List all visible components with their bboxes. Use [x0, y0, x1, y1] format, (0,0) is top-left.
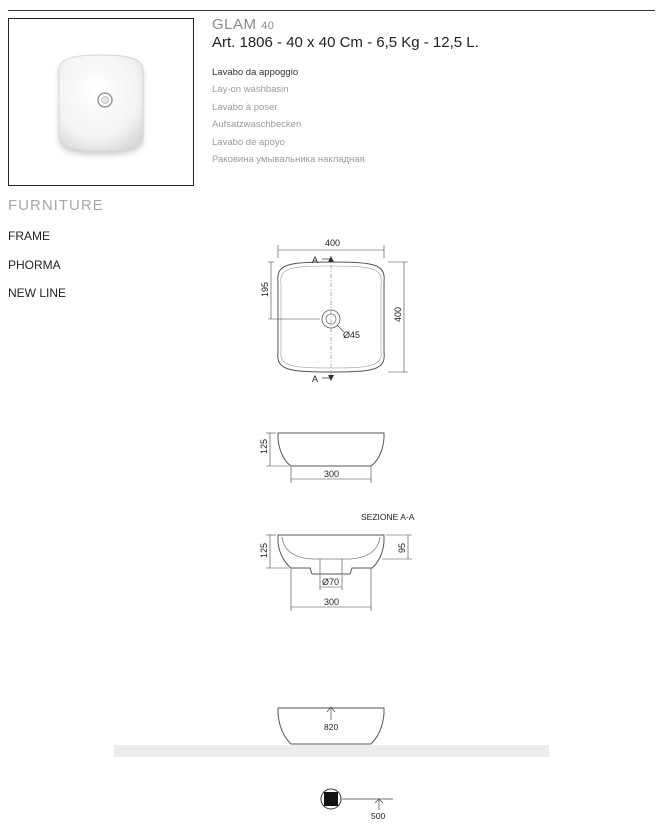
- side-height-label: 125: [259, 438, 269, 454]
- product-photo: [8, 18, 194, 186]
- series-size: 40: [261, 20, 275, 32]
- tap-view-drawing: [321, 789, 393, 810]
- description-ru: Раковина умывальника накладная: [212, 154, 365, 166]
- top-width-label: 400: [325, 238, 341, 248]
- description-de: Aufsatzwaschbecken: [212, 119, 302, 131]
- section-base-label: 300: [324, 597, 340, 607]
- section-arrow-bottom-icon: [328, 375, 334, 381]
- install-view-drawing: [278, 707, 384, 744]
- section-height-label: 125: [259, 542, 269, 558]
- side-view-drawing: [266, 433, 384, 483]
- description-it: Lavabo da appoggio: [212, 67, 299, 78]
- top-drain-label: Ø45: [343, 330, 361, 340]
- furniture-item-phorma[interactable]: PHORMA: [8, 257, 61, 272]
- description-fr: Lavabo à poser: [212, 101, 278, 113]
- install-height-label: 820: [324, 722, 339, 732]
- tap-square-icon: [324, 792, 338, 806]
- furniture-title: FURNITURE: [8, 197, 104, 214]
- top-depth-label: 400: [393, 306, 403, 322]
- section-arrow-top-icon: [328, 256, 334, 262]
- article-spec: Art. 1806 - 40 x 40 Cm - 6,5 Kg - 12,5 L.: [212, 34, 479, 51]
- section-drawing: [266, 535, 412, 611]
- description-en: Lay-on washbasin: [212, 84, 289, 96]
- countertop-band: [114, 745, 549, 757]
- section-mark-bottom: A: [312, 374, 319, 384]
- furniture-item-new-line[interactable]: NEW LINE: [8, 286, 67, 300]
- top-offset-label: 195: [260, 281, 270, 297]
- top-view-drawing: [268, 245, 408, 380]
- furniture-item-frame[interactable]: FRAME: [8, 229, 50, 243]
- section-title: SEZIONE A-A: [361, 512, 415, 522]
- section-drain-label: Ø70: [322, 577, 340, 587]
- section-mark-top: A: [312, 255, 319, 265]
- top-rule: [8, 10, 655, 11]
- furniture-list: [8, 229, 66, 315]
- tap-distance-label: 500: [371, 811, 386, 821]
- description-list: [212, 64, 365, 168]
- section-depth-label: 95: [397, 542, 407, 553]
- product-header: [212, 16, 479, 51]
- description-es: Lavabo de apoyo: [212, 136, 285, 148]
- series-name: GLAM 40: [212, 16, 275, 33]
- side-base-label: 300: [324, 469, 340, 479]
- washbasin-photo-image: [9, 19, 193, 185]
